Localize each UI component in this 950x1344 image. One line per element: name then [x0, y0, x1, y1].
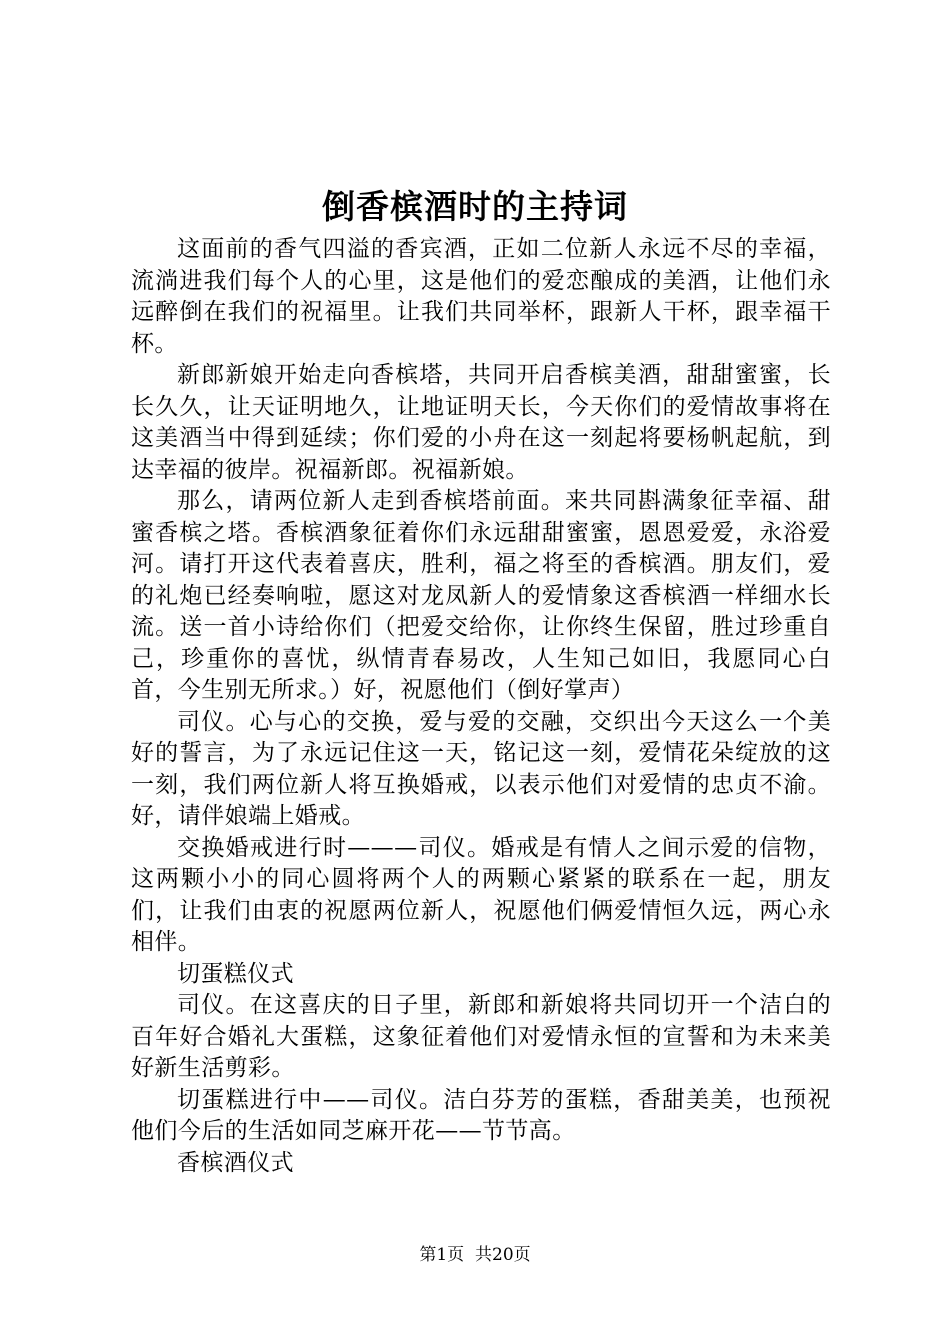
page-total: 共20页 [475, 1245, 531, 1265]
paragraph: 新郎新娘开始走向香槟塔，共同开启香槟美酒，甜甜蜜蜜，长长久久，让天证明地久，让地证明天长，今天你们的爱情故事将在这美酒当中得到延续；你们爱的小舟在这一刻起将要杨帆起航，到达幸福的彼岸。祝福新郎。祝福新娘。 [131, 362, 831, 483]
paragraph: 那么，请两位新人走到香槟塔前面。来共同斟满象征幸福、甜蜜香槟之塔。香槟酒象征着你们永远甜甜蜜蜜，恩恩爱爱，永浴爱河。请打开这代表着喜庆，胜利，福之将至的香槟酒。朋友们，爱的礼炮已经奏响啦，愿这对龙凤新人的爱情象这香槟酒一样细水长流。送一首小诗给你们（把爱交给你，让你终生保留，胜过珍重自己，珍重你的喜忧，纵情青春易改，人生知己如旧，我愿同心白首，今生别无所求。）好，祝愿他们（倒好掌声） [131, 488, 831, 703]
paragraph: 司仪。在这喜庆的日子里，新郎和新娘将共同切开一个洁白的百年好合婚礼大蛋糕，这象征着他们对爱情永恒的宣誓和为未来美好新生活剪彩。 [131, 992, 831, 1081]
paragraph: 司仪。心与心的交换，爱与爱的交融，交织出今天这么一个美好的誓言，为了永远记住这一天，铭记这一刻，爱情花朵绽放的这一刻，我们两位新人将互换婚戒，以表示他们对爱情的忠贞不渝。好，请伴娘端上婚戒。 [131, 708, 831, 829]
page-footer [0, 1243, 950, 1267]
section-heading: 香槟酒仪式 [177, 1149, 294, 1176]
page-number: 第1页 [419, 1245, 465, 1265]
paragraph: 切蛋糕进行中——司仪。洁白芬芳的蛋糕，香甜美美，也预祝他们今后的生活如同芝麻开花——节节高。 [131, 1086, 831, 1144]
paragraph: 这面前的香气四溢的香宾酒，正如二位新人永远不尽的幸福，流淌进我们每个人的心里，这是他们的爱恋酿成的美酒，让他们永远醉倒在我们的祝福里。让我们共同举杯，跟新人干杯，跟幸福干杯。 [131, 236, 831, 357]
document-title: 倒香槟酒时的主持词 [322, 187, 628, 226]
section-heading: 切蛋糕仪式 [177, 960, 294, 987]
document-body [131, 234, 831, 1179]
paragraph: 交换婚戒进行时———司仪。婚戒是有情人之间示爱的信物，这两颗小小的同心圆将两个人的两颗心紧紧的联系在一起，朋友们，让我们由衷的祝愿两位新人，祝愿他们俩爱情恒久远，两心永相伴。 [131, 834, 831, 955]
